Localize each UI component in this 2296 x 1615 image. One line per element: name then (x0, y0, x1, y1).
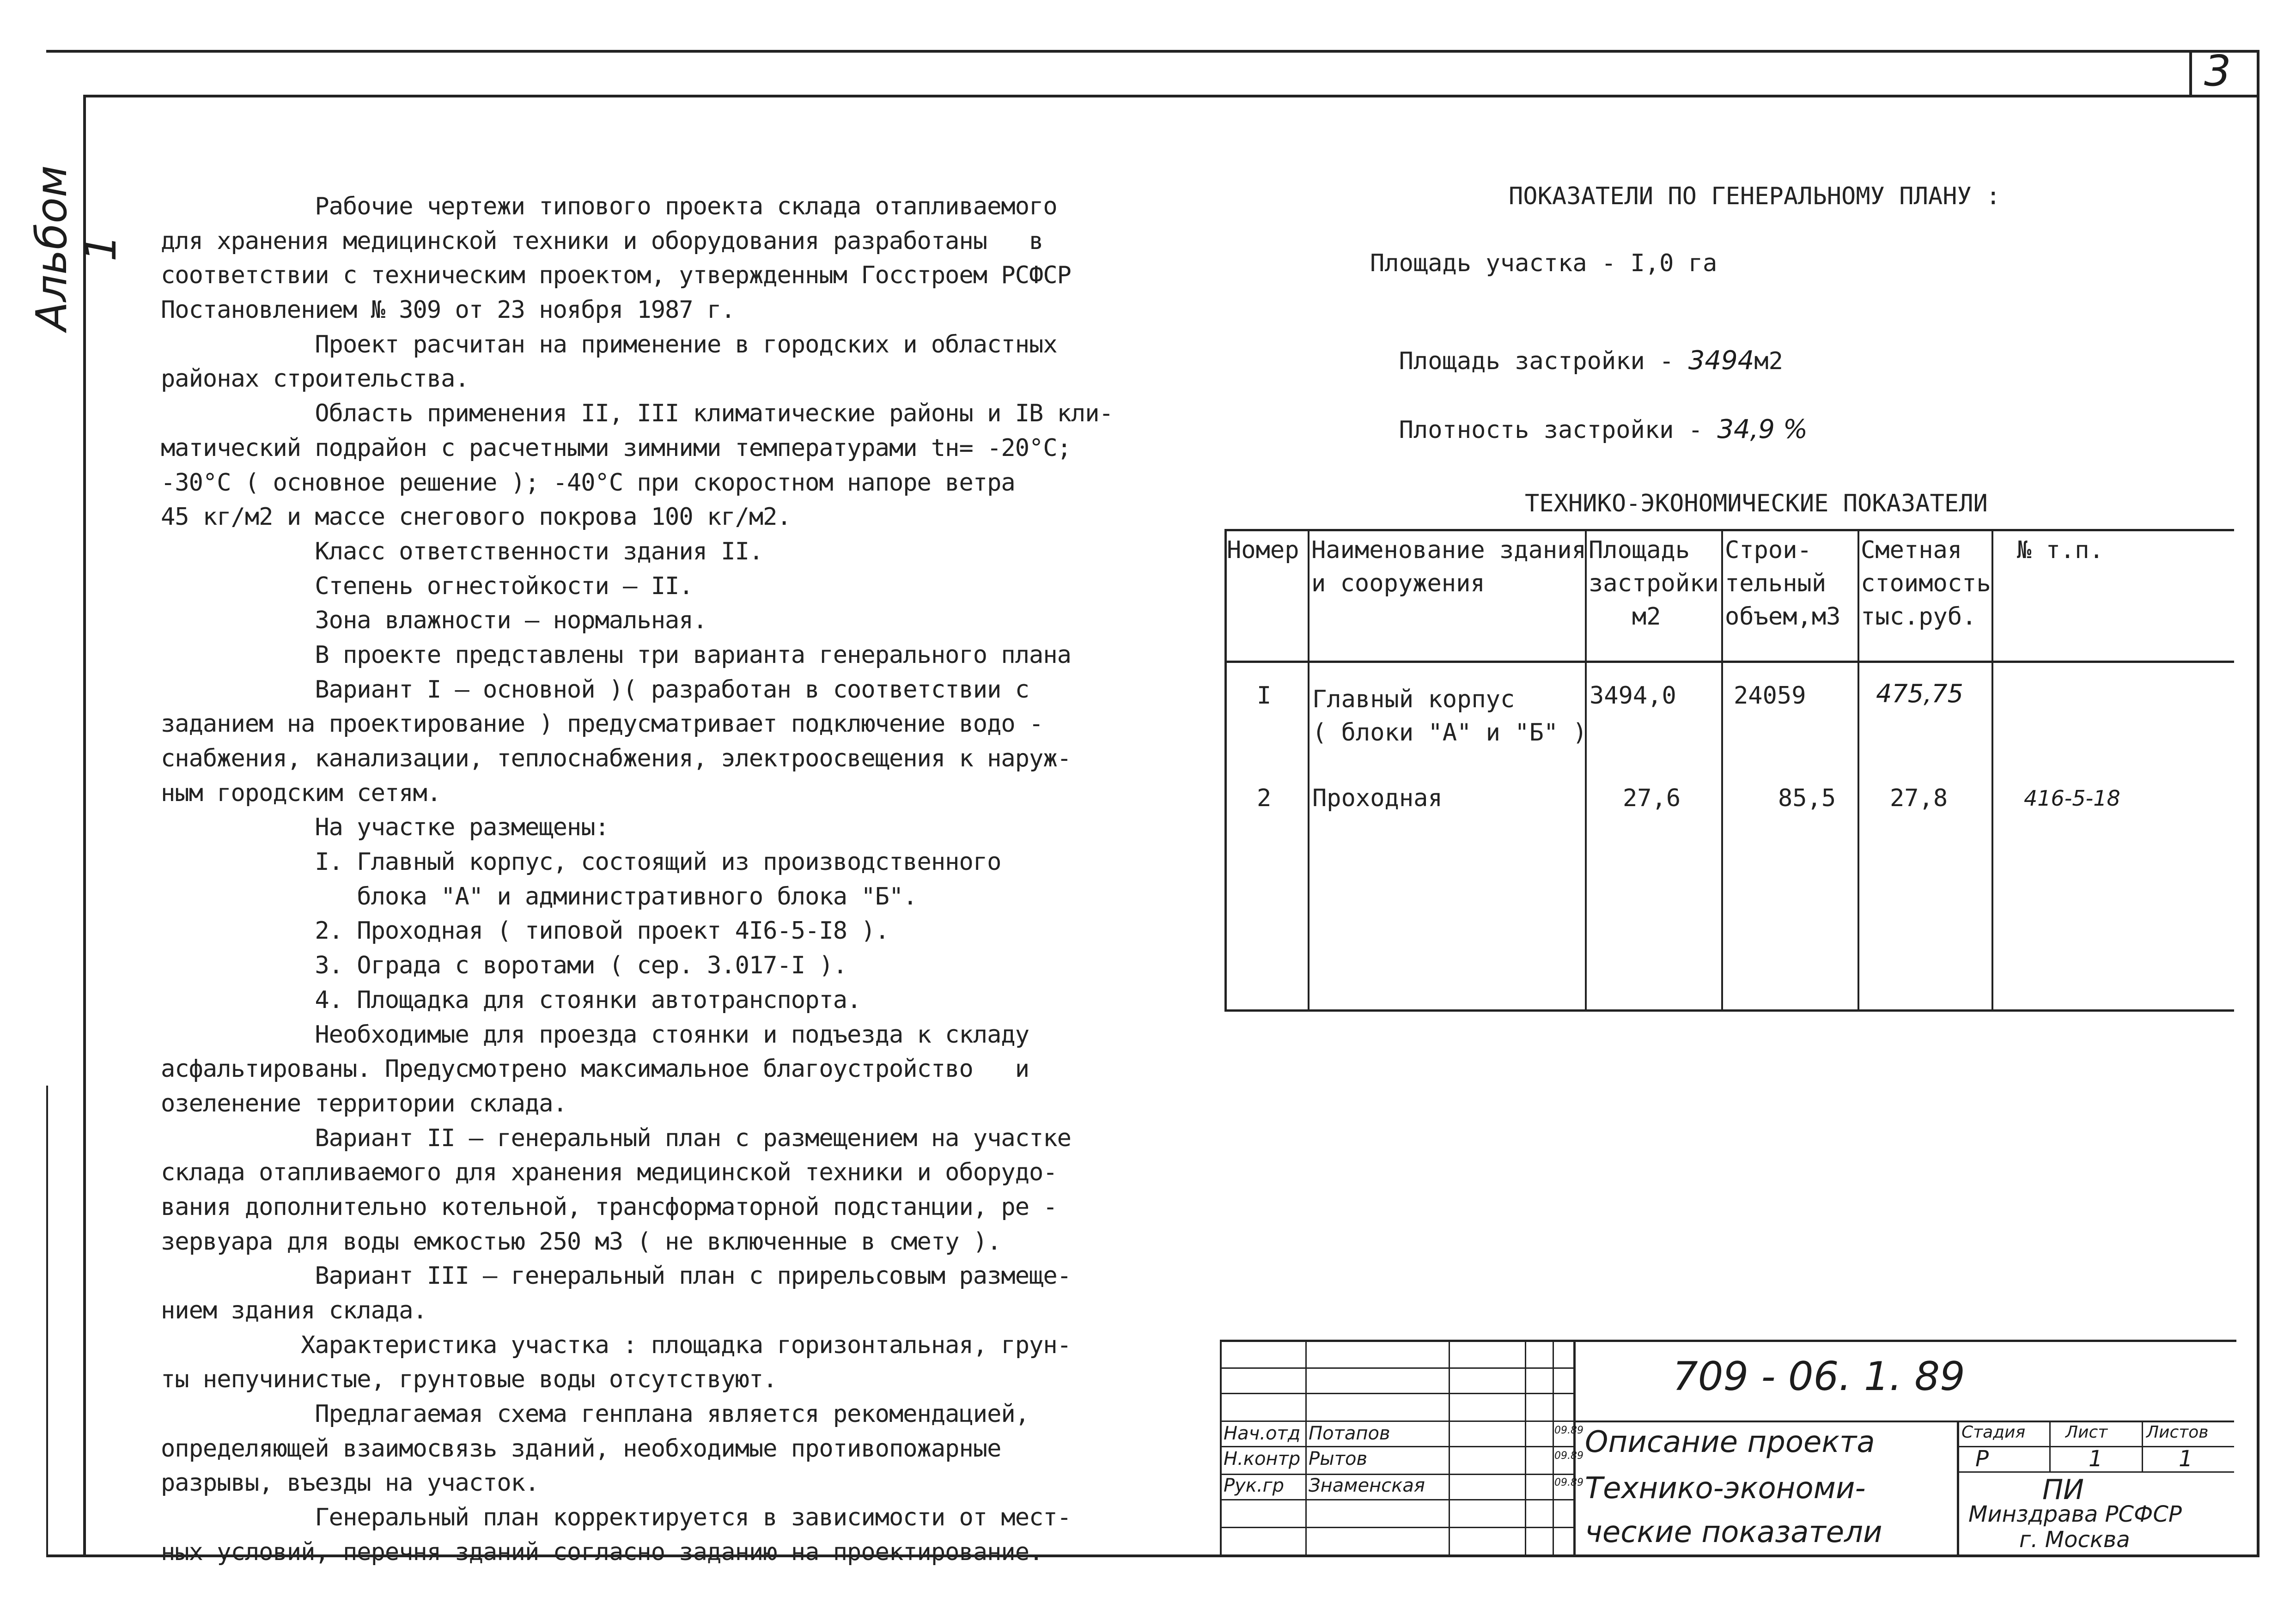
genplan-build-unit: м2 (1754, 347, 1783, 375)
description-line: Зона влажности – нормальная. (161, 607, 707, 635)
description-line: 4. Площадка для стоянки автотранспорта. (161, 986, 861, 1014)
date-3: 09.89 (1554, 1477, 1583, 1488)
album-label: Альбом 1 (27, 165, 126, 331)
tep-row-1-cost: 475,75 (1876, 679, 1963, 708)
description-line: блока "А" и административного блока "Б". (161, 882, 917, 911)
description-line: нием здания склада. (161, 1297, 427, 1324)
tep-row-2-num: 2 (1257, 784, 1272, 812)
doc-title-line-2: Технико-экономи- (1585, 1471, 1866, 1506)
date-2: 09.89 (1554, 1450, 1583, 1462)
sheet-number: 3 (2204, 46, 2231, 96)
genplan-area: Площадь участка - I,0 га (1370, 249, 1717, 277)
description-line: разрывы, въезды на участок. (161, 1469, 539, 1497)
stage-label: Стадия (1961, 1423, 2026, 1442)
frame-top-outer (46, 50, 2259, 53)
description-line: определяющей взаимосвязь зданий, необходимые противопожарные (161, 1434, 1001, 1463)
sheets-value: 1 (2179, 1446, 2193, 1472)
tep-header-volume: Строи- тельный объем,м3 (1725, 536, 1841, 631)
tep-row-1-name: Главный корпус ( блоки "А" и "Б" ) (1312, 686, 1587, 747)
stage-value: Р (1975, 1446, 1989, 1472)
role-2: Н.контр (1224, 1448, 1301, 1469)
genplan-density (1370, 387, 1808, 444)
tep-row-2-area: 27,6 (1623, 784, 1681, 812)
description-line: озеленение территории склада. (161, 1089, 567, 1117)
tep-header-name: Наименование здания и сооружения (1311, 536, 1586, 597)
role-1: Нач.отд (1224, 1423, 1301, 1444)
doc-title-line-1: Описание проекта (1585, 1425, 1875, 1459)
frame-right (2257, 50, 2259, 1557)
description-line: ты непучинистые, грунтовые воды отсутствуют. (161, 1366, 777, 1394)
description-line: Степень огнестойкости – II. (161, 572, 693, 600)
description-line: ным городским сетям. (161, 779, 441, 807)
description-line: Необходимые для проезда стоянки и подъезда к складу (161, 1020, 1029, 1049)
description-line: Постановлением № 309 от 23 ноября 1987 г. (161, 296, 735, 324)
description-text (161, 189, 1113, 1570)
sheet-value: 1 (2089, 1446, 2103, 1472)
doc-title-line-3: ческие показатели (1585, 1515, 1882, 1549)
description-line: В проекте представлены три варианта генерального плана (161, 641, 1071, 669)
description-line: Генеральный план корректируется в зависимости от мест- (161, 1504, 1071, 1532)
description-line: 3. Ограда с воротами ( сер. 3.017-I ). (161, 952, 847, 980)
tep-header-cost: Сметная стоимость тыс.руб. (1861, 536, 1991, 631)
frame-top-inner (83, 95, 2259, 97)
description-line: районах строительства. (161, 365, 469, 393)
description-line: ных условий, перечня зданий согласно заданию на проектирование. (161, 1538, 1043, 1566)
genplan-heading: ПОКАЗАТЕЛИ ПО ГЕНЕРАЛЬНОМУ ПЛАНУ : (1509, 182, 2001, 210)
description-line: 2. Проходная ( типовой проект 4I6-5-I8 ). (161, 917, 889, 945)
description-line: соответствии с техническим проектом, утвержденным Госстроем РСФСР (161, 261, 1071, 290)
name-2: Рытов (1309, 1448, 1368, 1469)
tep-row-2-volume: 85,5 (1778, 784, 1836, 812)
description-line: Вариант III – генеральный план с прирельсовым размеще- (161, 1262, 1071, 1290)
description-line: склада отапливаемого для хранения медицинской техники и оборудо- (161, 1159, 1057, 1187)
description-line: 45 кг/м2 и массе снегового покрова 100 кг/м2. (161, 503, 791, 531)
tep-row-1-area: 3494,0 (1590, 682, 1676, 710)
role-3: Рук.гр (1224, 1475, 1285, 1496)
org-line-3: г. Москва (2019, 1527, 2130, 1553)
description-line: Проект расчитан на применение в городских и областных (161, 330, 1057, 358)
description-line: Характеристика участка : площадка горизонтальная, грун- (161, 1331, 1071, 1359)
description-line: -30°C ( основное решение ); -40°C при скоростном напоре ветра (161, 468, 1015, 497)
org-line-2: Минздрава РСФСР (1968, 1501, 2182, 1527)
document-code: 709 - 06. 1. 89 (1673, 1354, 1965, 1400)
description-line: Область применения II, III климатические районы и IВ кли- (161, 400, 1113, 428)
org-line-1: ПИ (2042, 1474, 2084, 1506)
description-line: снабжения, канализации, теплоснабжения, электроосвещения к наруж- (161, 745, 1071, 772)
description-line: Класс ответственности здания II. (161, 537, 763, 565)
tep-row-2-tp: 416-5-18 (2024, 786, 2120, 811)
tep-header-area: Площадь застройки м2 (1589, 536, 1719, 631)
sheet-label: Лист (2065, 1423, 2108, 1442)
tep-header-tp: № т.п. (2017, 536, 2104, 564)
genplan-build (1370, 318, 1783, 376)
description-line: Рабочие чертежи типового проекта склада отапливаемого (161, 193, 1057, 220)
tep-row-2-cost: 27,8 (1890, 784, 1948, 812)
tep-header-number: Номер (1227, 536, 1299, 564)
description-line: зервуара для воды емкостью 250 м3 ( не включенные в смету ). (161, 1227, 1001, 1256)
genplan-density-value: 34,9 % (1717, 414, 1808, 444)
frame-left-outer (46, 1086, 48, 1557)
sheet-box-left (2189, 50, 2192, 96)
name-1: Потапов (1309, 1423, 1390, 1444)
genplan-build-label: Площадь застройки - (1399, 347, 1688, 375)
description-line: матический подрайон с расчетными зимними температурами tн= -20°C; (161, 434, 1071, 462)
name-3: Знаменская (1309, 1475, 1425, 1496)
description-line: асфальтированы. Предусмотрено максимальное благоустройство и (161, 1055, 1029, 1083)
description-line: На участке размещены: (161, 814, 609, 842)
tep-row-1-volume: 24059 (1734, 682, 1806, 710)
description-line: Вариант II – генеральный план с размещением на участке (161, 1124, 1071, 1152)
tep-row-1-num: I (1257, 682, 1272, 710)
description-line: заданием на проектирование ) предусматривает подключение водо - (161, 710, 1043, 738)
description-line: I. Главный корпус, состоящий из производственного (161, 848, 1001, 876)
description-line: Предлагаемая схема генплана является рекомендацией, (161, 1400, 1029, 1428)
description-line: для хранения медицинской техники и оборудования разработаны в (161, 227, 1043, 255)
genplan-build-value: 3494 (1688, 346, 1754, 376)
sheets-label: Листов (2146, 1423, 2209, 1442)
tep-row-2-name: Проходная (1312, 784, 1443, 812)
date-1: 09.89 (1554, 1425, 1583, 1436)
genplan-density-label: Плотность застройки - (1399, 416, 1717, 444)
tep-heading: ТЕХНИКО-ЭКОНОМИЧЕСКИЕ ПОКАЗАТЕЛИ (1525, 490, 1988, 517)
description-line: Вариант I – основной )( разработан в соответствии с (161, 675, 1029, 704)
description-line: вания дополнительно котельной, трансформаторной подстанции, ре - (161, 1193, 1057, 1221)
